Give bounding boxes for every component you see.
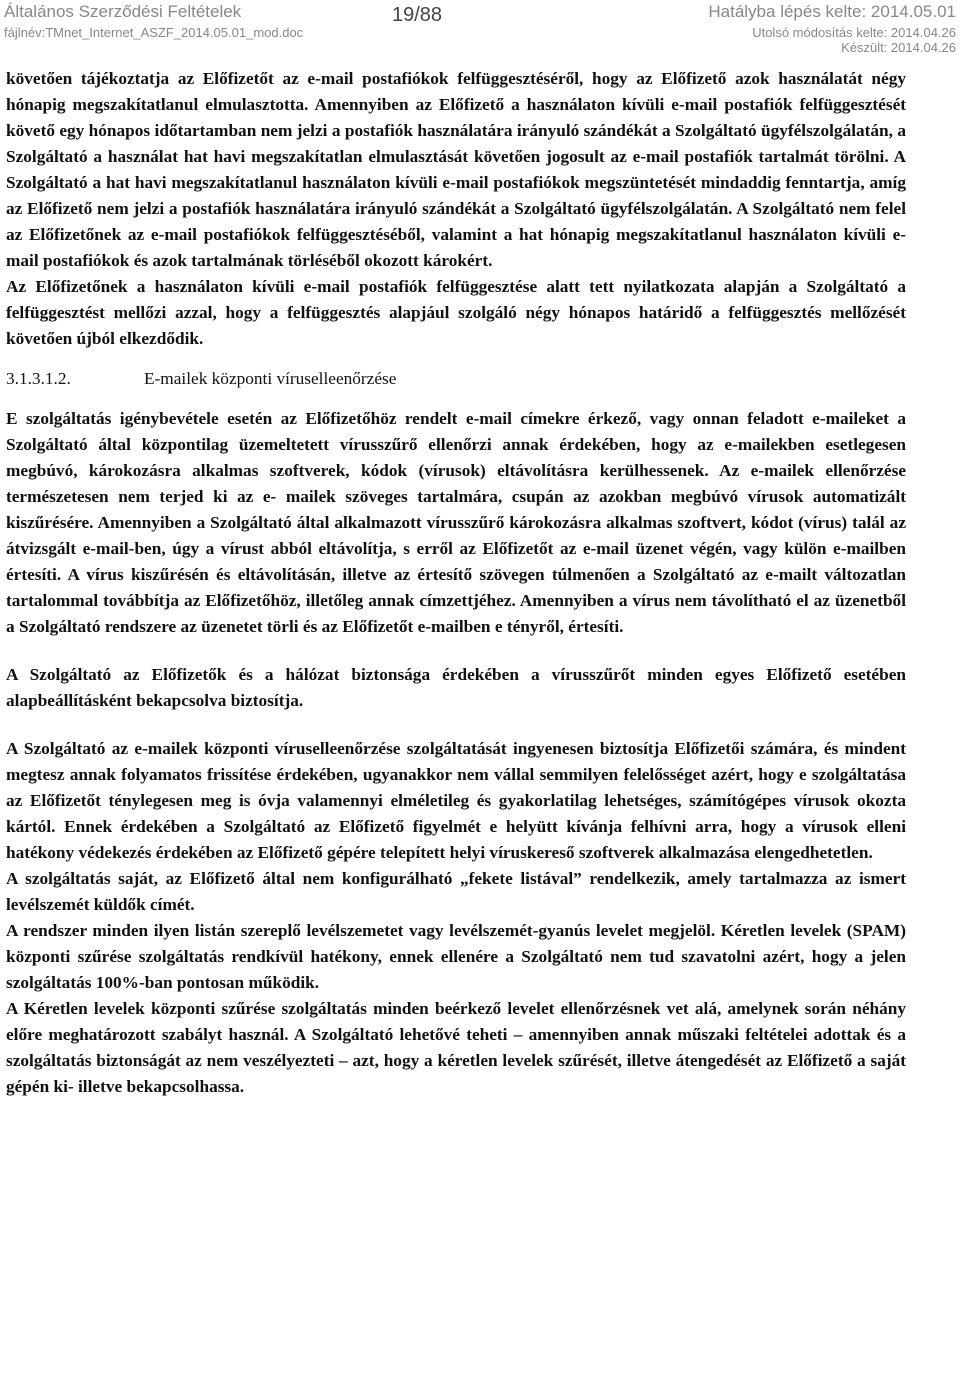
page-header	[0, 0, 960, 56]
effective-date: Hatályba lépés kelte: 2014.05.01	[708, 2, 956, 21]
paragraph-liability: A Szolgáltató az e-mailek központi víruselleenőrzése szolgáltatását ingyenesen biztosítja Előfizetői számára, és mindent megtesz annak folyamatos frissítése érdekében, ugyanakkor nem vállal semmilyen felelősséget azért, hogy e szolgáltatása az Előfizetőt ténylegesen meg is óvja valamennyi elméletileg és gyakorlatilag lehetséges, számítógépes vírusok okozta kártól. Ennek érdekében a Szolgáltató az Előfizető figyelmét e helyütt kívánja felhívni arra, hogy a vírusok elleni hatékony védekezés érdekében az Előfizető gépére telepített helyi víruskereső szoftverek alkalmazása elengedhetetlen.	[6, 739, 906, 862]
last-modified-date: Utolsó módosítás kelte: 2014.04.26	[752, 25, 956, 40]
created-date: Készült: 2014.04.26	[841, 40, 956, 55]
section-heading	[6, 366, 906, 392]
document-body	[6, 66, 906, 1100]
file-name: fájlnév:TMnet_Internet_ASZF_2014.05.01_mod.doc	[4, 25, 304, 40]
paragraph-mailbox-suspension: követően tájékoztatja az Előfizetőt az e-mail postafiókok felfüggesztéséről, hogy az Előfizető azok használatát négy hónapig megszakítatlanul elmulasztotta. Amennyiben az Előfizető a használaton kívüli e-mail postafiók felfüggesztését követő egy hónapos időtartamban nem jelzi a postafiók használatára irányuló szándékát a Szolgáltató ügyfélszolgálatán, a Szolgáltató a használat hat havi megszakítatlan elmulasztását követően jogosult az e-mail postafiók tartalmát törölni. A Szolgáltató a hat havi megszakítatlanul használaton kívüli e-mail postafiókok megszüntetését mindaddig fenntartja, amíg az Előfizető nem jelzi a postafiók használatára irányuló szándékát a Szolgáltató ügyfélszolgálatán. A Szolgáltató nem felel az Előfizetőnek az e-mail postafiókok felfüggesztéséből, valamint a hat hónapig megszakítatlanul használaton kívüli e-mail postafiókok és azok tartalmának törléséből okozott károkért.	[6, 69, 906, 270]
section-title: E-mailek központi víruselleenőrzése	[144, 369, 397, 388]
paragraph-spam-marking: A rendszer minden ilyen listán szereplő levélszemetet vagy levélszemét-gyanús levelet megjelöl. Kéretlen levelek (SPAM) központi szűrése szolgáltatás rendkívül hatékony, ennek ellenére a Szolgáltató nem tud szavatolni azért, hogy a jelen szolgáltatás 100%-ban pontosan működik.	[6, 921, 906, 992]
paragraph-blacklist: A szolgáltatás saját, az Előfizető által nem konfigurálható „fekete listával” rendelkezik, amely tartalmazza az ismert levélszemét küldők címét.	[6, 869, 906, 914]
paragraph-default-enabled: A Szolgáltató az Előfizetők és a hálózat biztonsága érdekében a vírusszűrőt minden egyes Előfizető esetében alapbeállításként bekapcsolva biztosítja.	[6, 665, 906, 710]
document-title: Általános Szerződési Feltételek	[4, 2, 242, 21]
section-number: 3.1.3.1.2.	[6, 369, 71, 388]
paragraph-spam-filter: A Kéretlen levelek központi szűrése szolgáltatás minden beérkező levelet ellenőrzésnek vet alá, amelynek során néhány előre meghatározott szabályt használ. A Szolgáltató lehetővé teheti – amennyiben annak műszaki feltételei adottak és a szolgáltatás biztonságát az nem veszélyezteti – azt, hogy a kéretlen levelek szűrését, illetve átengedését az Előfizető a saját gépén ki- illetve bekapcsolhassa.	[6, 999, 906, 1096]
paragraph-virus-scanning: E szolgáltatás igénybevétele esetén az Előfizetőhöz rendelt e-mail címekre érkező, vagy onnan feladott e-maileket a Szolgáltató által központilag üzemeltetett vírusszűrő ellenőrzi annak érdekében, hogy az e-mailekben esetlegesen megbúvó, károkozásra alkalmas szoftverek, kódok (vírusok) eltávolításra kerülhessenek. Az e-mailek ellenőrzése természetesen nem terjed ki az e- mailek szöveges tartalmára, csupán az azokban megbúvó vírusok automatizált kiszűrésére. Amennyiben a Szolgáltató által alkalmazott vírusszűrő károkozásra alkalmas szoftvert, kódot (vírus) talál az átvizsgált e-mail-ben, úgy a vírust abból eltávolítja, s erről az Előfizetőt az e-mail üzenet végén, vagy külön e-mailben értesíti. A vírus kiszűrésén és eltávolításán, illetve az értesítő szövegen túlmenően a Szolgáltató az e-mailt változatlan tartalommal továbbítja az Előfizetőhöz, illetőleg annak címzettjéhez. Amennyiben a vírus nem távolítható el az üzenetből a Szolgáltató rendszere az üzenetet törli és az Előfizetőt e-mailben e tényről, értesíti.	[6, 409, 906, 636]
page-indicator: 19/88	[392, 4, 443, 26]
paragraph-suspension-waiver: Az Előfizetőnek a használaton kívüli e-mail postafiók felfüggesztése alatt tett nyilatkozata alapján a Szolgáltató a felfüggesztést mellőzi azzal, hogy a felfüggesztés alapjául szolgáló négy hónapos határidő a felfüggesztés mellőzését követően újból elkezdődik.	[6, 277, 906, 348]
